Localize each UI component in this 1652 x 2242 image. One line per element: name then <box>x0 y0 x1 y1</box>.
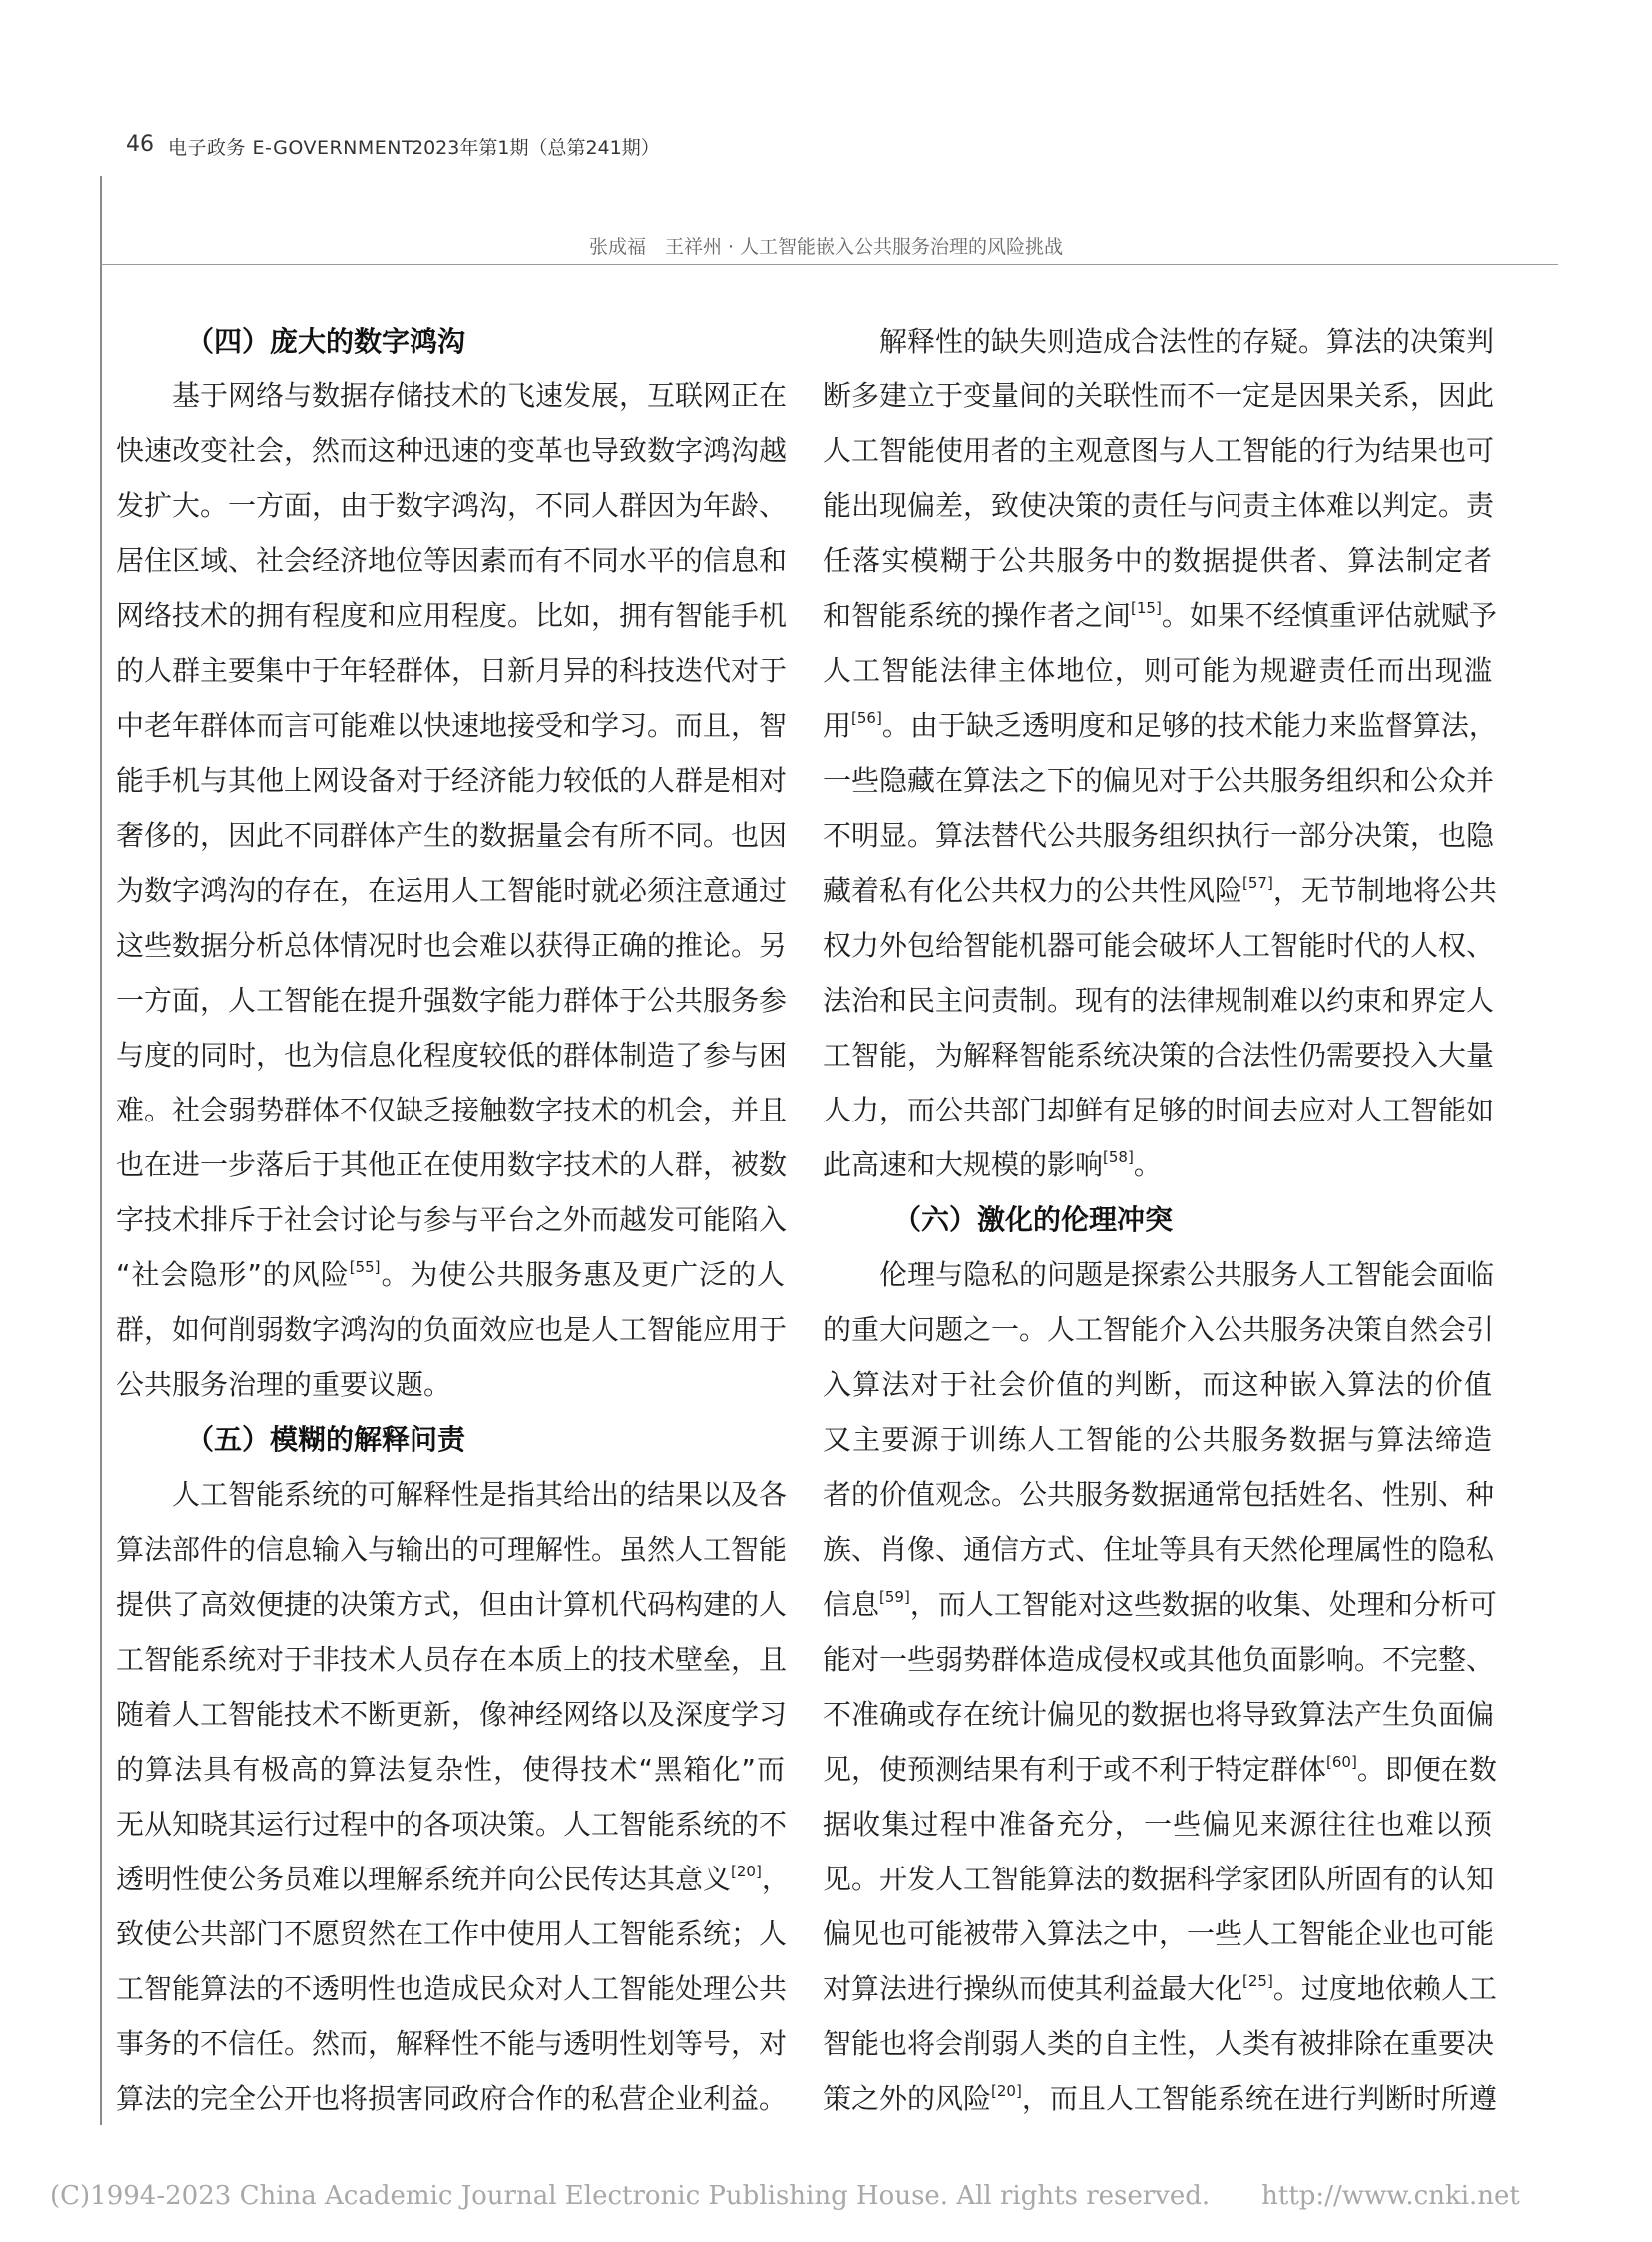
text-line <box>116 1247 785 1302</box>
citation-ref: [25] <box>1242 1972 1273 1990</box>
text-span: 网络技术的拥有程度和应用程度。比如，拥有智能手机 <box>116 599 788 632</box>
text-span: “社会隐形”的风险 <box>116 1258 350 1291</box>
text-span: 居住区域、社会经济地位等因素而有不同水平的信息和 <box>116 544 788 577</box>
text-span: 透明性使公务员难以理解系统并向公民传达其意义 <box>116 1863 732 1895</box>
text-span: （五）模糊的解释问责 <box>186 1423 466 1456</box>
text-line <box>116 588 788 643</box>
text-line <box>116 808 788 863</box>
text-line <box>823 1961 1497 2016</box>
text-line <box>823 1742 1497 1797</box>
text-line <box>116 1192 788 1247</box>
text-span: 发扩大。一方面，由于数字鸿沟，不同人群因为年龄、 <box>116 489 788 522</box>
text-span: 工智能算法的不透明性也造成民众对人工智能处理公共 <box>116 1972 788 2005</box>
text-span: 的人群主要集中于年轻群体，日新月异的科技迭代对于 <box>116 654 788 687</box>
text-line <box>823 1522 1495 1577</box>
issue-info: 2023年第1期（总第241期） <box>412 137 660 159</box>
text-line <box>116 1577 788 1632</box>
text-line <box>823 1906 1495 1961</box>
section-heading <box>116 314 785 369</box>
text-span: 见。开发人工智能算法的数据科学家团队所固有的认知 <box>823 1863 1495 1895</box>
text-span: 又主要源于训练人工智能的公共服务数据与算法缔造 <box>823 1423 1492 1456</box>
text-line <box>823 1632 1495 1687</box>
text-line <box>116 2071 788 2126</box>
text-span: 对算法进行操纵而使其利益最大化 <box>823 1972 1243 2005</box>
text-span: 信息 <box>823 1588 880 1621</box>
copyright-footer: (C)1994-2023 China Academic Journal Electronic Publishing House. All rights reserved. http://www.cnki.net <box>50 2181 1520 2211</box>
text-line <box>823 423 1495 478</box>
text-span: 法治和民主问责制。现有的法律规制难以约束和界定人 <box>823 984 1495 1017</box>
text-line <box>116 863 788 918</box>
right-column <box>823 314 1497 2126</box>
text-span: ， <box>761 1863 790 1895</box>
text-span: 工智能系统对于非技术人员存在本质上的技术壁垒，且 <box>116 1643 788 1676</box>
section-heading <box>116 1412 785 1467</box>
text-span: 快速改变社会，然而这种迅速的变革也导致数字鸿沟越 <box>116 434 788 467</box>
text-span: 断多建立于变量间的关联性而不一定是因果关系，因此 <box>823 379 1495 412</box>
text-span: 提供了高效便捷的决策方式，但由计算机代码构建的人 <box>116 1588 788 1621</box>
text-line <box>823 808 1495 863</box>
text-line <box>823 2071 1497 2126</box>
text-line <box>116 1302 788 1357</box>
text-line <box>823 1357 1492 1412</box>
text-line <box>116 1632 788 1687</box>
text-span: 一方面，人工智能在提升强数字能力群体于公共服务参 <box>116 984 788 1017</box>
text-line <box>823 863 1497 918</box>
text-line <box>823 1137 1492 1192</box>
text-span: ，无节制地将公共 <box>1272 874 1497 907</box>
text-line <box>116 1797 788 1852</box>
text-line <box>116 1083 788 1137</box>
citation-ref: [15] <box>1131 599 1162 617</box>
text-span: （四）庞大的数字鸿沟 <box>186 325 466 358</box>
text-line <box>116 1467 788 1522</box>
text-span: 人力，而公共部门却鲜有足够的时间去应对人工智能如 <box>823 1094 1495 1126</box>
citation-ref: [59] <box>879 1588 910 1606</box>
text-span: 无从知晓其运行过程中的各项决策。人工智能系统的不 <box>116 1808 788 1841</box>
text-span: 的算法具有极高的算法复杂性，使得技术“黑箱化”而 <box>116 1753 785 1786</box>
text-line <box>823 2016 1495 2071</box>
text-span: 权力外包给智能机器可能会破坏人工智能时代的人权、 <box>823 929 1495 962</box>
text-span: 见，使预测结果有利于或不利于特定群体 <box>823 1753 1327 1786</box>
text-span: 智能也将会削弱人类的自主性，人类有被排除在重要决 <box>823 2027 1495 2060</box>
text-span: 族、肖像、通信方式、住址等具有天然伦理属性的隐私 <box>823 1533 1495 1566</box>
text-span: 任落实模糊于公共服务中的数据提供者、算法制定者 <box>823 544 1492 577</box>
text-line <box>116 1906 788 1961</box>
text-line <box>823 918 1495 973</box>
text-line <box>116 369 788 423</box>
text-line <box>823 753 1495 808</box>
text-span: 工智能，为解释智能系统决策的合法性仍需要投入大量 <box>823 1039 1495 1072</box>
page-number: 46 <box>126 132 154 157</box>
text-span: 能出现偏差，致使决策的责任与问责主体难以判定。责 <box>823 489 1495 522</box>
text-span: （六）激化的伦理冲突 <box>893 1203 1174 1236</box>
text-line <box>823 1302 1495 1357</box>
text-span: ，而人工智能对这些数据的收集、处理和分析可 <box>909 1588 1497 1621</box>
text-span: 致使公共部门不愿贸然在工作中使用人工智能系统；人 <box>116 1917 788 1950</box>
text-span: 。过度地依赖人工 <box>1272 1972 1497 2005</box>
citation-ref: [57] <box>1242 874 1273 892</box>
text-line <box>823 1083 1495 1137</box>
text-line <box>823 973 1495 1028</box>
text-line <box>823 1687 1495 1742</box>
text-line <box>116 1522 788 1577</box>
text-line <box>116 1687 788 1742</box>
section-heading <box>823 1192 1492 1247</box>
text-span: 不明显。算法替代公共服务组织执行一部分决策，也隐 <box>823 819 1495 852</box>
text-span: 为数字鸿沟的存在，在运用人工智能时就必须注意通过 <box>116 874 788 907</box>
text-span: 群，如何削弱数字鸿沟的负面效应也是人工智能应用于 <box>116 1313 788 1346</box>
text-span: 能对一些弱势群体造成侵权或其他负面影响。不完整、 <box>823 1643 1495 1676</box>
text-span: 和智能系统的操作者之间 <box>823 599 1132 632</box>
citation-ref: [56] <box>851 709 882 727</box>
text-line <box>116 533 788 588</box>
text-span: 不准确或存在统计偏见的数据也将导致算法产生负面偏 <box>823 1698 1495 1731</box>
citation-ref: [55] <box>349 1258 381 1276</box>
text-line <box>116 1961 788 2016</box>
margin-rule <box>100 176 102 2125</box>
text-span: 奢侈的，因此不同群体产生的数据量会有所不同。也因 <box>116 819 788 852</box>
text-span: 难。社会弱势群体不仅缺乏接触数字技术的机会，并且 <box>116 1094 788 1126</box>
text-line <box>823 698 1497 753</box>
text-span: 这些数据分析总体情况时也会难以获得正确的推论。另 <box>116 929 788 962</box>
text-span: 人工智能使用者的主观意图与人工智能的行为结果也可 <box>823 434 1495 467</box>
text-span: 入算法对于社会价值的判断，而这种嵌入算法的价值 <box>823 1368 1492 1401</box>
journal-name: 电子政务 E-GOVERNMENT <box>168 137 414 159</box>
text-span: 人工智能法律主体地位，则可能为规避责任而出现滥 <box>823 654 1492 687</box>
text-span: 。 <box>1133 1148 1162 1181</box>
text-span: 字技术排斥于社会讨论与参与平台之外而越发可能陷入 <box>116 1203 788 1236</box>
text-line <box>116 1742 785 1797</box>
text-span: 算法的完全公开也将损害同政府合作的私营企业利益。 <box>116 2082 788 2115</box>
text-line <box>823 478 1495 533</box>
citation-ref: [20] <box>991 2082 1022 2100</box>
text-line <box>823 533 1492 588</box>
text-line <box>116 753 788 808</box>
text-span: 用 <box>823 709 852 742</box>
text-span: 算法部件的信息输入与输出的可理解性。虽然人工智能 <box>116 1533 788 1566</box>
text-line <box>823 588 1497 643</box>
text-line <box>116 478 788 533</box>
text-line <box>823 369 1495 423</box>
text-span: 藏着私有化公共权力的公共性风险 <box>823 874 1243 907</box>
citation-ref: [20] <box>731 1863 762 1880</box>
citation-ref: [60] <box>1326 1753 1357 1771</box>
text-span: 。如果不经慎重评估就赋予 <box>1161 599 1497 632</box>
text-span: 。由于缺乏透明度和足够的技术能力来监督算法， <box>881 709 1497 742</box>
text-span: 与度的同时，也为信息化程度较低的群体制造了参与困 <box>116 1039 788 1072</box>
text-span: 。为使公共服务惠及更广泛的人 <box>380 1258 785 1291</box>
text-span: 中老年群体而言可能难以快速地接受和学习。而且，智 <box>116 709 788 742</box>
text-line <box>823 643 1492 698</box>
text-line <box>116 918 788 973</box>
text-span: 事务的不信任。然而，解释性不能与透明性划等号，对 <box>116 2027 788 2060</box>
text-span: 者的价值观念。公共服务数据通常包括姓名、性别、种 <box>823 1478 1495 1511</box>
text-span: 据收集过程中准备充分，一些偏见来源往往也难以预 <box>823 1808 1492 1841</box>
text-line <box>116 1357 785 1412</box>
text-line <box>823 1247 1495 1302</box>
text-line <box>823 1797 1492 1852</box>
running-header: 张成福 王祥州 · 人工智能嵌入公共服务治理的风险挑战 <box>588 236 1064 258</box>
text-line <box>116 1028 788 1083</box>
text-line <box>823 1412 1492 1467</box>
text-span: 。即便在数 <box>1356 1753 1497 1786</box>
text-span: 能手机与其他上网设备对于经济能力较低的人群是相对 <box>116 764 788 797</box>
text-span: ，而且人工智能系统在进行判断时所遵 <box>1021 2082 1497 2115</box>
text-span: 解释性的缺失则造成合法性的存疑。算法的决策判 <box>879 325 1495 358</box>
text-line <box>823 314 1495 369</box>
text-span: 公共服务治理的重要议题。 <box>116 1368 452 1401</box>
text-line <box>116 1852 790 1906</box>
text-line <box>823 1852 1495 1906</box>
text-span: 随着人工智能技术不断更新，像神经网络以及深度学习 <box>116 1698 788 1731</box>
text-line <box>116 973 788 1028</box>
text-line <box>116 423 788 478</box>
text-span: 策之外的风险 <box>823 2082 992 2115</box>
header-rule <box>100 264 1558 265</box>
text-line <box>116 2016 788 2071</box>
text-line <box>823 1467 1495 1522</box>
text-span: 偏见也可能被带入算法之中，一些人工智能企业也可能 <box>823 1917 1495 1950</box>
text-span: 一些隐藏在算法之下的偏见对于公共服务组织和公众并 <box>823 764 1495 797</box>
citation-ref: [58] <box>1103 1148 1134 1166</box>
text-line <box>116 643 788 698</box>
text-line <box>823 1577 1497 1632</box>
text-span: 此高速和大规模的影响 <box>823 1148 1104 1181</box>
text-span: 也在进一步落后于其他正在使用数字技术的人群，被数 <box>116 1148 788 1181</box>
left-column <box>116 314 790 2126</box>
text-line <box>116 698 788 753</box>
text-line <box>823 1028 1495 1083</box>
text-span: 人工智能系统的可解释性是指其给出的结果以及各 <box>172 1478 788 1511</box>
text-line <box>116 1137 788 1192</box>
text-span: 基于网络与数据存储技术的飞速发展，互联网正在 <box>172 379 788 412</box>
text-span: 的重大问题之一。人工智能介入公共服务决策自然会引 <box>823 1313 1495 1346</box>
text-span: 伦理与隐私的问题是探索公共服务人工智能会面临 <box>879 1258 1495 1291</box>
